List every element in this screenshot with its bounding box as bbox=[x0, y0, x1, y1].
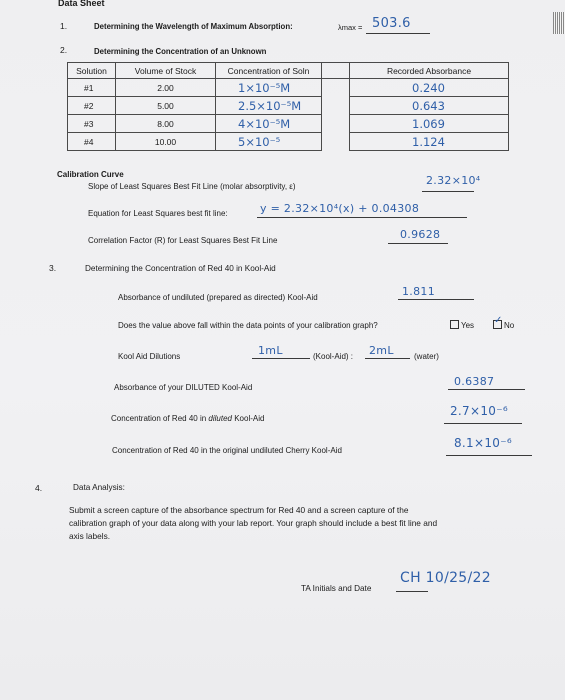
equation-underline bbox=[257, 217, 467, 218]
cell-absorbance: 0.643 bbox=[350, 97, 509, 115]
dilution-water-value: 2mL bbox=[369, 344, 394, 357]
koolaid-text: (Kool-Aid) : bbox=[313, 352, 354, 361]
cell-solution: #1 bbox=[68, 79, 116, 97]
diluted-conc-label-post: Kool-Aid bbox=[231, 414, 265, 423]
page-edge-binding bbox=[553, 12, 565, 34]
cell-absorbance: 1.124 bbox=[350, 133, 509, 151]
lambda-max-value: 503.6 bbox=[372, 16, 411, 31]
lambda-underline bbox=[366, 33, 430, 34]
equation-value: y = 2.32×10⁴(x) + 0.04308 bbox=[260, 202, 420, 215]
diluted-absorbance-value: 0.6387 bbox=[454, 375, 495, 388]
section1-label: Determining the Wavelength of Maximum Absorption: bbox=[94, 22, 293, 31]
instructions-line-1: Submit a screen capture of the absorbance spectrum for Red 40 and a screen capture of the bbox=[69, 505, 409, 515]
equation-label: Equation for Least Squares best fit line: bbox=[88, 209, 228, 218]
cell-volume: 8.00 bbox=[116, 115, 216, 133]
correlation-value: 0.9628 bbox=[400, 228, 441, 241]
diluted-conc-label-em: diluted bbox=[208, 414, 232, 423]
no-option[interactable] bbox=[493, 320, 514, 330]
section2-label: Determining the Concentration of an Unknown bbox=[94, 47, 267, 56]
cell-solution: #4 bbox=[68, 133, 116, 151]
header-concentration: Concentration of Soln bbox=[216, 63, 322, 79]
dilution-koolaid-value: 1mL bbox=[258, 344, 283, 357]
ta-initials-value: CH 10/25/22 bbox=[400, 570, 491, 586]
concentration-table bbox=[67, 62, 509, 151]
section3-label: Determining the Concentration of Red 40 in Kool-Aid bbox=[85, 264, 276, 273]
cell-concentration: 1×10⁻⁵M bbox=[216, 79, 322, 97]
cell-solution: #2 bbox=[68, 97, 116, 115]
slope-value: 2.32×10⁴ bbox=[426, 174, 481, 187]
section1-number: 1. bbox=[60, 21, 68, 31]
section2-number: 2. bbox=[60, 45, 68, 55]
table-header-row bbox=[68, 63, 509, 79]
section4-number: 4. bbox=[35, 483, 43, 493]
undiluted-absorbance-label: Absorbance of undiluted (prepared as directed) Kool-Aid bbox=[118, 293, 318, 302]
ta-underline bbox=[396, 591, 428, 592]
no-checkbox-checked[interactable] bbox=[493, 320, 502, 329]
water-text: (water) bbox=[414, 352, 439, 361]
section3-number: 3. bbox=[49, 263, 57, 273]
diluted-concentration-underline bbox=[444, 423, 522, 424]
header-spacer bbox=[322, 63, 350, 79]
slope-underline bbox=[422, 191, 474, 192]
diluted-concentration-label bbox=[111, 414, 264, 423]
header-absorbance: Recorded Absorbance bbox=[350, 63, 509, 79]
yes-checkbox[interactable] bbox=[450, 320, 459, 329]
cell-absorbance: 1.069 bbox=[350, 115, 509, 133]
calibration-range-question: Does the value above fall within the data points of your calibration graph? bbox=[118, 321, 378, 330]
original-concentration-label: Concentration of Red 40 in the original undiluted Cherry Kool-Aid bbox=[112, 446, 342, 455]
dilution-water-underline bbox=[365, 358, 410, 359]
sheet-title: Data Sheet bbox=[58, 0, 105, 8]
calibration-heading: Calibration Curve bbox=[57, 170, 124, 179]
instructions-line-2: calibration graph of your data along with your lab report. Your graph should include a best fit line and bbox=[69, 518, 438, 528]
table-row bbox=[68, 133, 509, 151]
lambda-max-label: λmax = bbox=[338, 23, 363, 32]
cell-volume: 2.00 bbox=[116, 79, 216, 97]
diluted-absorbance-label: Absorbance of your DILUTED Kool-Aid bbox=[114, 383, 253, 392]
undiluted-absorbance-value: 1.811 bbox=[402, 285, 435, 298]
instructions-line-3: axis labels. bbox=[69, 531, 111, 541]
cell-spacer bbox=[322, 79, 350, 97]
cell-spacer bbox=[322, 115, 350, 133]
dilution-label: Kool Aid Dilutions bbox=[118, 352, 181, 361]
section4-label: Data Analysis: bbox=[73, 483, 125, 492]
header-volume: Volume of Stock bbox=[116, 63, 216, 79]
yes-option[interactable] bbox=[450, 320, 474, 330]
undiluted-underline bbox=[398, 299, 474, 300]
diluted-absorbance-underline bbox=[448, 389, 525, 390]
correlation-label: Correlation Factor (R) for Least Squares Best Fit Line bbox=[88, 236, 278, 245]
original-concentration-value: 8.1×10⁻⁶ bbox=[454, 436, 512, 450]
ta-initials-label: TA Initials and Date bbox=[301, 584, 372, 593]
cell-absorbance: 0.240 bbox=[350, 79, 509, 97]
yes-label: Yes bbox=[461, 321, 475, 330]
no-label: No bbox=[504, 321, 515, 330]
cell-volume: 10.00 bbox=[116, 133, 216, 151]
table-row bbox=[68, 115, 509, 133]
cell-solution: #3 bbox=[68, 115, 116, 133]
diluted-conc-label-pre: Concentration of Red 40 in bbox=[111, 414, 209, 423]
cell-concentration: 2.5×10⁻⁵M bbox=[216, 97, 322, 115]
table-row bbox=[68, 79, 509, 97]
cell-concentration: 5×10⁻⁵ bbox=[216, 133, 322, 151]
table-row bbox=[68, 97, 509, 115]
cell-volume: 5.00 bbox=[116, 97, 216, 115]
cell-spacer bbox=[322, 97, 350, 115]
dilution-koolaid-underline bbox=[252, 358, 310, 359]
header-solution: Solution bbox=[68, 63, 116, 79]
cell-spacer bbox=[322, 133, 350, 151]
cell-concentration: 4×10⁻⁵M bbox=[216, 115, 322, 133]
correlation-underline bbox=[388, 243, 448, 244]
original-concentration-underline bbox=[446, 455, 532, 456]
slope-label: Slope of Least Squares Best Fit Line (molar absorptivity, ε) bbox=[88, 182, 296, 191]
diluted-concentration-value: 2.7×10⁻⁶ bbox=[450, 404, 508, 418]
